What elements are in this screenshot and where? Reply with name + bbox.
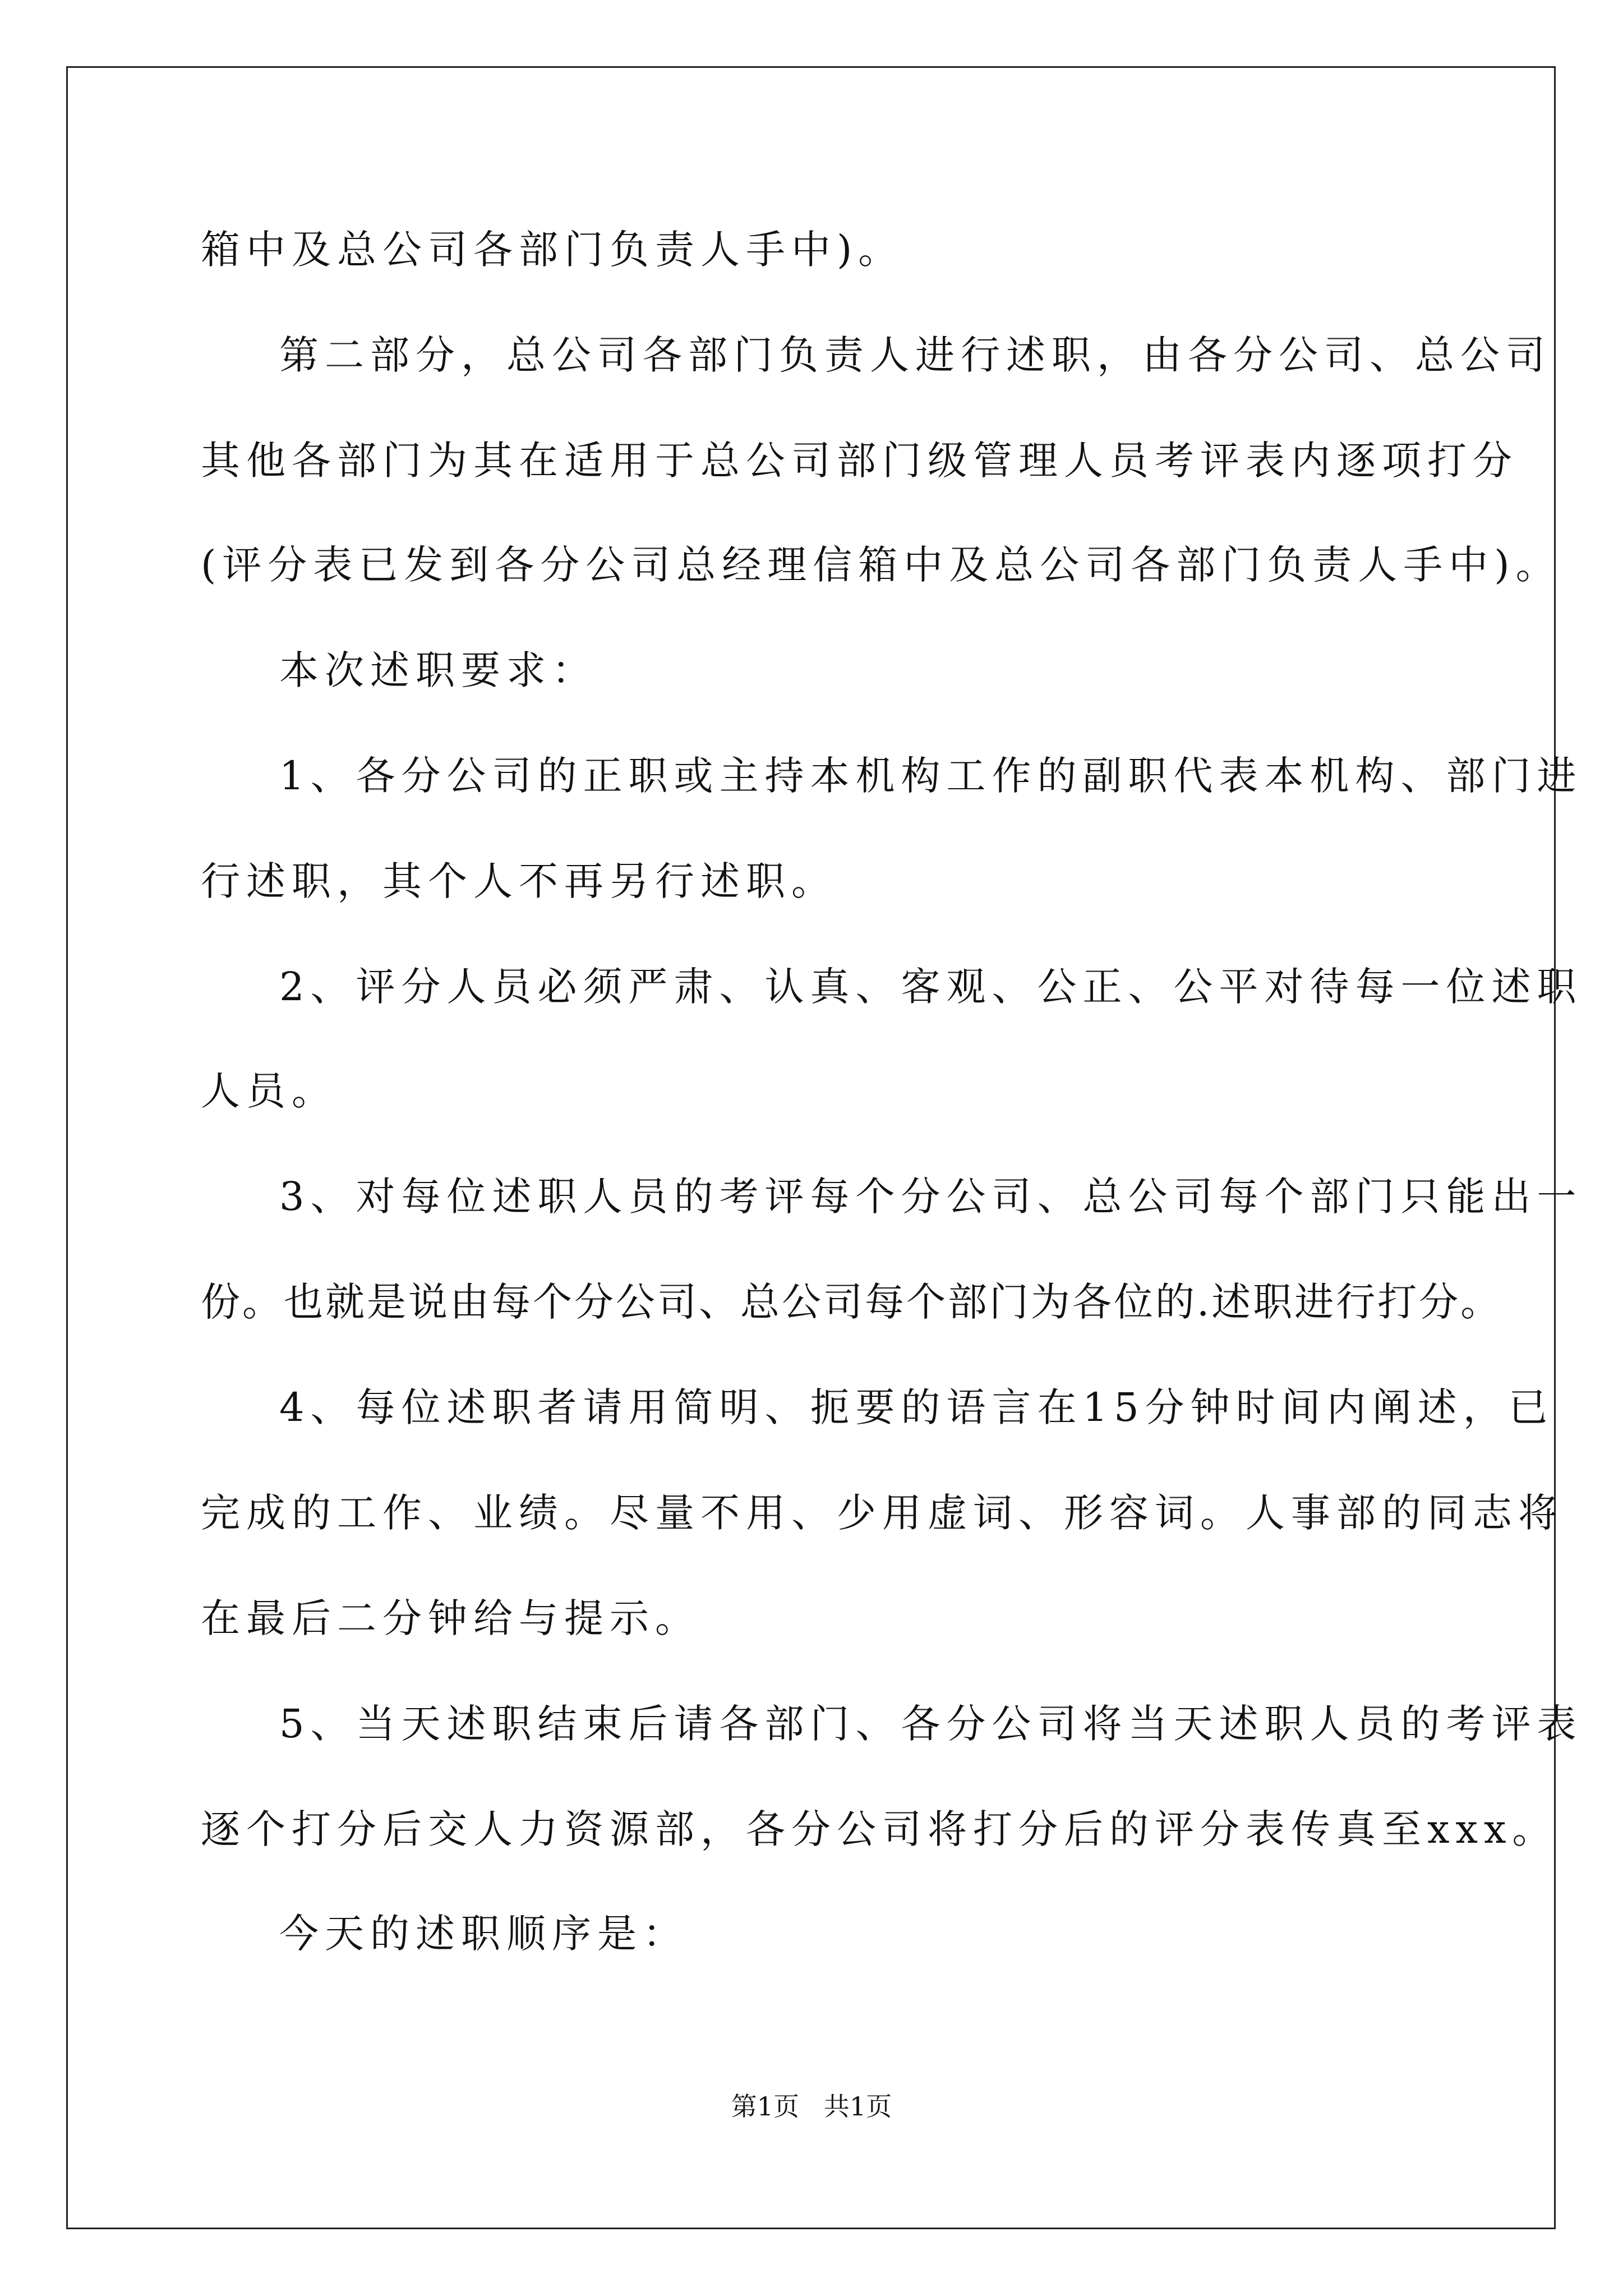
paragraph-line: 本次述职要求： <box>279 647 597 693</box>
paragraph-line: 3、对每位述职人员的考评每个分公司、总公司每个部门只能出一 <box>279 1174 1583 1220</box>
text-line: 份。也就是说由每个分公司、总公司每个部门为各位的.述职进行打分。 <box>201 1279 1502 1325</box>
text-line: 在最后二分钟给与提示。 <box>201 1595 700 1641</box>
text-line: 箱中及总公司各部门负责人手中)。 <box>201 227 904 273</box>
paragraph-line: 今天的述职顺序是： <box>279 1911 688 1957</box>
text-line: 其他各部门为其在适用于总公司部门级管理人员考评表内逐项打分 <box>201 438 1518 484</box>
text-line: 逐个打分后交人力资源部，各分公司将打分后的评分表传真至xxx。 <box>201 1806 1558 1852</box>
paragraph-line: 1、各分公司的正职或主持本机构工作的副职代表本机构、部门进 <box>279 753 1583 799</box>
text-line: (评分表已发到各分公司总经理信箱中及总公司各部门负责人手中)。 <box>201 542 1561 588</box>
paragraph-line: 5、当天述职结束后请各部门、各分公司将当天述职人员的考评表 <box>279 1701 1583 1747</box>
paragraph-line: 第二部分，总公司各部门负责人进行述职，由各分公司、总公司 <box>279 332 1551 378</box>
text-line: 完成的工作、业绩。尽量不用、少用虚词、形容词。人事部的同志将 <box>201 1490 1564 1536</box>
paragraph-line: 4、每位述职者请用简明、扼要的语言在15分钟时间内阐述，已 <box>279 1384 1554 1430</box>
text-line: 人员。 <box>201 1068 337 1114</box>
page-footer: 第1页 共1页 <box>731 2091 892 2122</box>
text-line: 行述职，其个人不再另行述职。 <box>201 858 837 904</box>
paragraph-line: 2、评分人员必须严肃、认真、客观、公正、公平对待每一位述职 <box>279 964 1583 1010</box>
